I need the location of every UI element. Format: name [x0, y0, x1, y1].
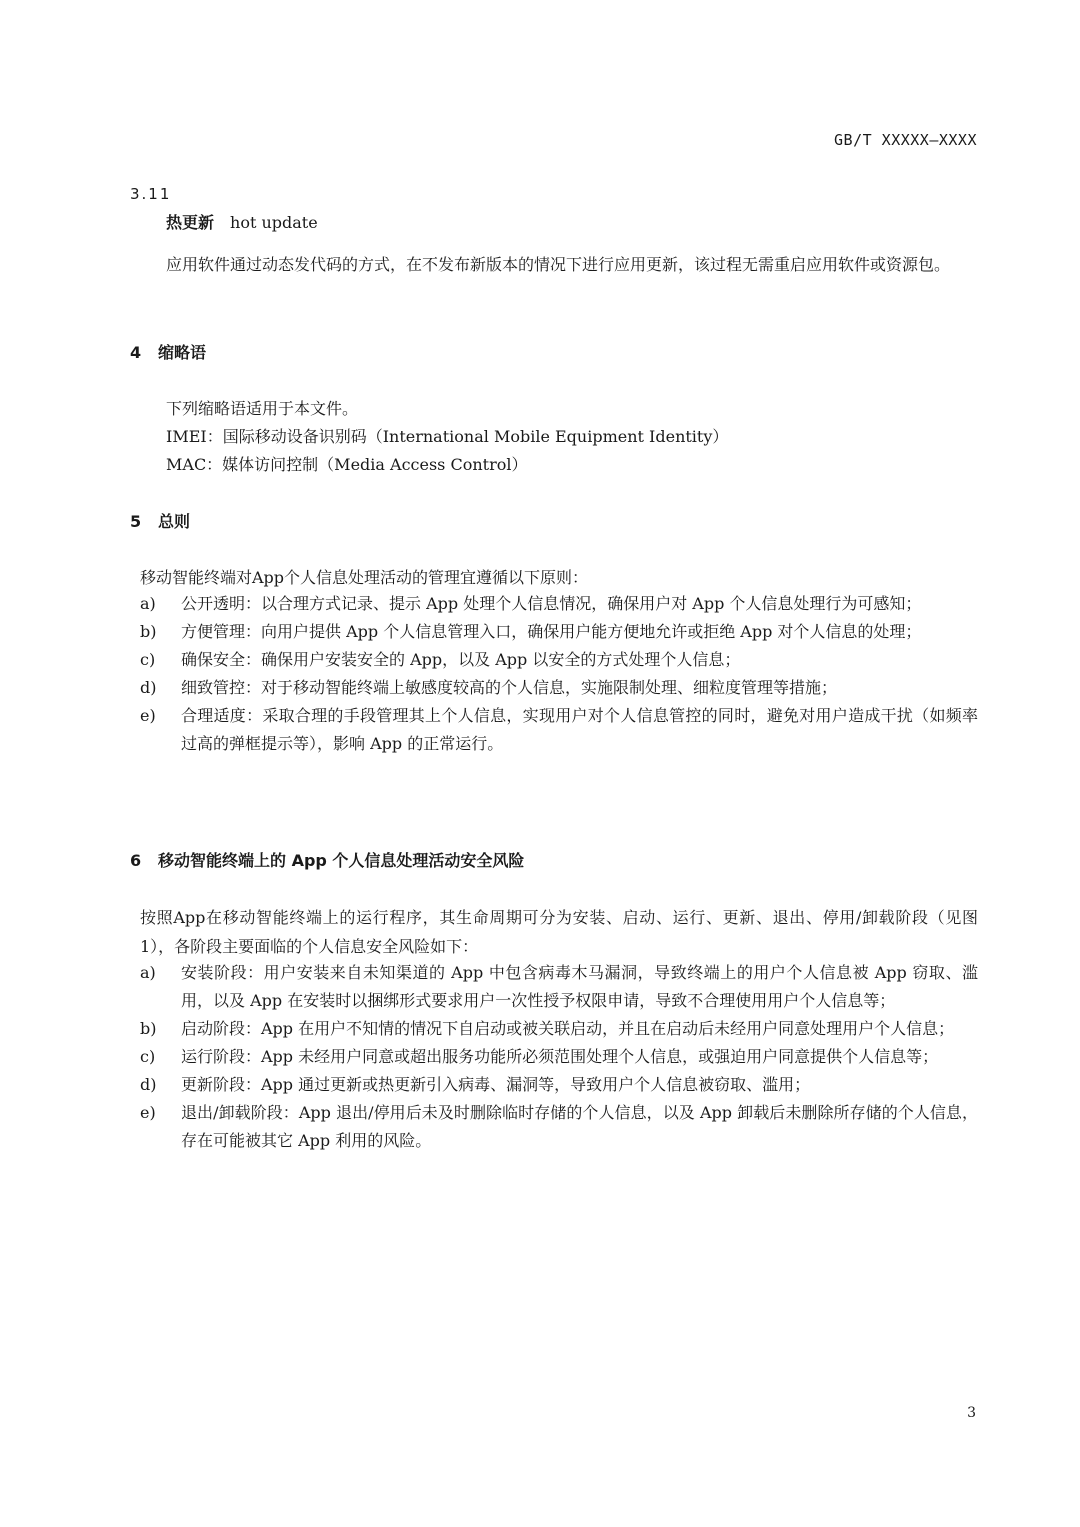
list-item [140, 674, 978, 702]
abbreviation-item: MAC：媒体访问控制（Media Access Control） [166, 455, 528, 474]
list-marker: b) [140, 622, 157, 641]
section-6-heading [130, 848, 524, 871]
section-5-heading [130, 509, 190, 532]
list-item [140, 702, 978, 758]
list-text: 方便管理：向用户提供 App 个人信息管理入口，确保用户能方便地允许或拒绝 App 对个人信息的处理； [181, 622, 922, 641]
list-item [140, 590, 978, 618]
list-marker: a) [140, 594, 156, 613]
list-item [140, 646, 978, 674]
principles-list [140, 590, 978, 758]
term-definition: 应用软件通过动态发代码的方式，在不发布新版本的情况下进行应用更新，该过程无需重启应用软件或资源包。 [166, 255, 951, 274]
list-item [140, 1071, 978, 1099]
term-number: 3.11 [130, 185, 172, 203]
list-marker: d) [140, 678, 157, 697]
list-text: 运行阶段：App 未经用户同意或超出服务功能所必须范围处理个人信息，或强迫用户同意提供个人信息等； [181, 1047, 939, 1066]
list-item [140, 959, 978, 1015]
list-marker: e) [140, 706, 156, 725]
section-4-heading [130, 340, 206, 363]
term-zh: 热更新 [166, 213, 215, 232]
section-5-intro: 移动智能终端对App个人信息处理活动的管理宜遵循以下原则： [140, 568, 589, 587]
section-5-number: 5 [130, 512, 142, 531]
list-marker: a) [140, 963, 156, 982]
section-6-number: 6 [130, 851, 142, 870]
list-item [140, 1015, 978, 1043]
list-text: 安装阶段：用户安装来自未知渠道的 App 中包含病毒木马漏洞，导致终端上的用户个人信息被 App 窃取、滥用，以及 App 在安装时以捆绑形式要求用户一次性授予权限申请，导致不合理使用用户个人信息等； [181, 963, 978, 1010]
term-title [166, 210, 318, 233]
abbreviation-item: IMEI：国际移动设备识别码（International Mobile Equipment Identity） [166, 427, 729, 446]
list-text: 公开透明：以合理方式记录、提示 App 处理个人信息情况，确保用户对 App 个人信息处理行为可感知； [181, 594, 922, 613]
list-text: 启动阶段：App 在用户不知情的情况下自启动或被关联启动，并且在启动后未经用户同意处理用户个人信息； [181, 1019, 955, 1038]
list-item [140, 1099, 978, 1155]
list-text: 细致管控：对于移动智能终端上敏感度较高的个人信息，实施限制处理、细粒度管理等措施； [181, 678, 838, 697]
list-marker: c) [140, 650, 156, 669]
list-marker: e) [140, 1103, 156, 1122]
list-marker: c) [140, 1047, 156, 1066]
list-marker: b) [140, 1019, 157, 1038]
section-4-title: 缩略语 [158, 343, 207, 362]
list-marker: d) [140, 1075, 157, 1094]
list-text: 退出/卸载阶段：App 退出/停用后未及时删除临时存储的个人信息，以及 App 卸载后未删除所存储的个人信息，存在可能被其它 App 利用的风险。 [181, 1103, 978, 1150]
term-en: hot update [230, 213, 318, 232]
section-4-number: 4 [130, 343, 142, 362]
risk-list [140, 959, 978, 1155]
list-item [140, 618, 978, 646]
page-number: 3 [967, 1405, 976, 1421]
list-text: 更新阶段：App 通过更新或热更新引入病毒、漏洞等，导致用户个人信息被窃取、滥用； [181, 1075, 811, 1094]
list-text: 确保安全：确保用户安装安全的 App，以及 App 以安全的方式处理个人信息； [181, 650, 741, 669]
section-6-intro: 按照App在移动智能终端上的运行程序，其生命周期可分为安装、启动、运行、更新、退出、停用/卸载阶段（见图1），各阶段主要面临的个人信息安全风险如下： [140, 908, 978, 956]
section-4-intro: 下列缩略语适用于本文件。 [166, 399, 359, 418]
list-text: 合理适度：采取合理的手段管理其上个人信息，实现用户对个人信息管控的同时，避免对用户造成干扰（如频率过高的弹框提示等），影响 App 的正常运行。 [181, 706, 978, 753]
section-5-title: 总则 [158, 512, 191, 531]
list-item [140, 1043, 978, 1071]
section-6-title: 移动智能终端上的 App 个人信息处理活动安全风险 [158, 851, 525, 870]
standard-code: GB/T XXXXX—XXXX [834, 131, 977, 149]
